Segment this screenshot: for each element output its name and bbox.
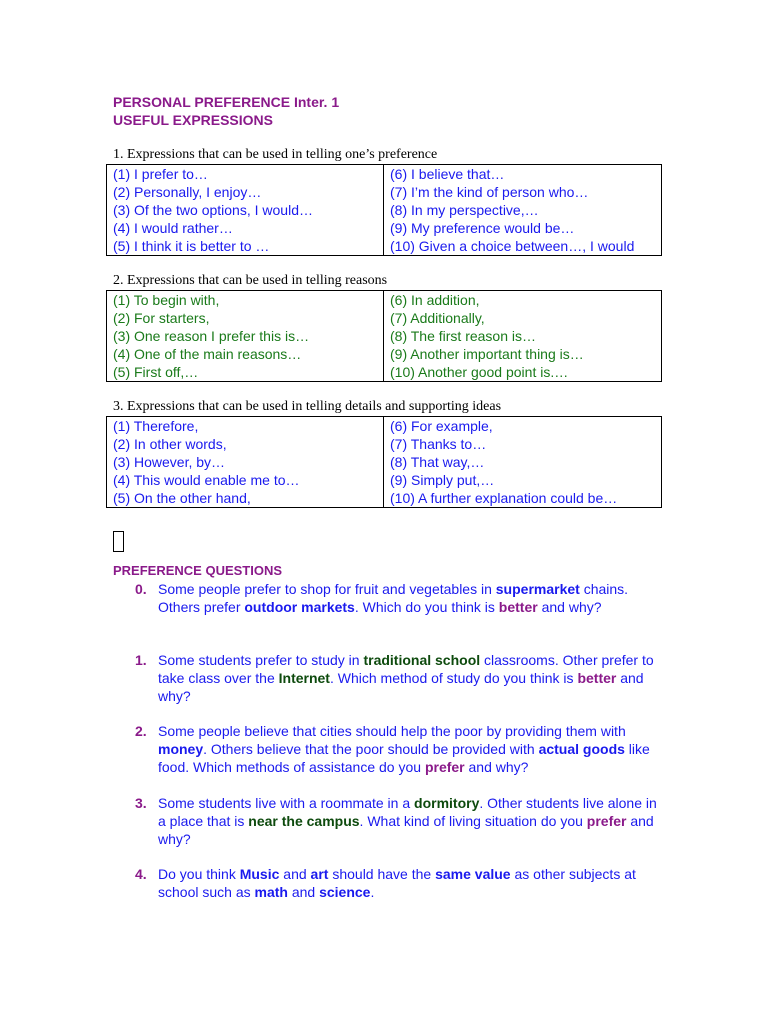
keyword: outdoor markets (244, 599, 355, 615)
section-caption-reasons: 2. Expressions that can be used in telling reasons (113, 273, 388, 288)
question-item (113, 865, 658, 901)
expression-item: (3) Of the two options, I would… (113, 202, 313, 218)
page-header (113, 93, 339, 129)
missing-glyph-icon (113, 531, 124, 552)
question-text-run: Some people prefer to shop for fruit and vegetables in (158, 581, 496, 597)
question-text-run: and why? (464, 759, 529, 775)
question-item (113, 580, 658, 616)
keyword: actual goods (538, 741, 625, 757)
keyword: art (310, 866, 329, 882)
expression-item: (1) To begin with, (113, 292, 220, 308)
expression-item: (9) My preference would be… (390, 220, 575, 236)
expression-item: (6) In addition, (390, 292, 480, 308)
question-text-run: . Which do you think is (354, 599, 499, 615)
keyword: Music (239, 866, 280, 882)
keyword: math (254, 884, 288, 900)
expression-item: (4) One of the main reasons… (113, 346, 302, 362)
question-text (158, 794, 658, 848)
question-text-run: and why? (158, 670, 644, 704)
question-text-run: Some students prefer to study in (158, 652, 364, 668)
table-left-column (107, 291, 384, 382)
expression-item: (5) I think it is better to … (113, 238, 270, 254)
question-text-run: . Other students live alone in a place that is (158, 795, 657, 829)
keyword: better (577, 670, 617, 686)
question-text-run: like food. Which methods of assistance do you (158, 741, 650, 775)
question-text-run: chains. Others prefer (158, 581, 629, 615)
preference-questions-heading: PREFERENCE QUESTIONS (113, 563, 283, 578)
expression-item: (9) Another important thing is… (390, 346, 584, 362)
table-left-column (107, 165, 384, 256)
section-caption-preference: 1. Expressions that can be used in telling one’s preference (113, 147, 438, 162)
page-subtitle: USEFUL EXPRESSIONS (113, 112, 274, 128)
keyword: science (319, 884, 371, 900)
expression-item: (3) One reason I prefer this is… (113, 328, 310, 344)
table-right-column (384, 165, 662, 256)
question-text-run: . Which method of study do you think is (329, 670, 578, 686)
question-number: 2. (135, 723, 147, 739)
details-expressions-table (106, 416, 662, 508)
question-text-run: and why? (537, 599, 602, 615)
table-right-column (384, 417, 662, 508)
expression-item: (10) Another good point is.… (390, 364, 569, 380)
keyword: supermarket (495, 581, 580, 597)
question-item (113, 651, 658, 705)
question-text-run: . (370, 884, 375, 900)
page-title: PERSONAL PREFERENCE Inter. 1 (113, 94, 340, 110)
question-text (158, 580, 658, 616)
question-text-run: Some students live with a roommate in a (158, 795, 415, 811)
expression-item: (4) This would enable me to… (113, 472, 300, 488)
expression-item: (3) However, by… (113, 454, 226, 470)
expression-item: (7) Thanks to… (390, 436, 487, 452)
question-number: 0. (135, 581, 147, 597)
preference-expressions-table (106, 164, 662, 256)
expression-item: (9) Simply put,… (390, 472, 495, 488)
expression-item: (1) Therefore, (113, 418, 199, 434)
expression-item: (2) For starters, (113, 310, 210, 326)
keyword: money (158, 741, 204, 757)
table-left-column (107, 417, 384, 508)
question-text-run: . Others believe that the poor should be provided with (203, 741, 539, 757)
keyword: same value (435, 866, 511, 882)
question-text-run: and why? (158, 813, 654, 847)
question-number: 3. (135, 795, 147, 811)
question-text (158, 865, 658, 901)
expression-item: (1) I prefer to… (113, 166, 208, 182)
table-right-column (384, 291, 662, 382)
question-text-run: . What kind of living situation do you (359, 813, 587, 829)
question-text-run: should have the (328, 866, 436, 882)
expression-item: (7) I’m the kind of person who… (390, 184, 589, 200)
expression-item: (8) In my perspective,… (390, 202, 539, 218)
question-text-run: Some people believe that cities should help the poor by providing them with (158, 723, 626, 739)
keyword: prefer (586, 813, 627, 829)
question-text (158, 722, 658, 776)
expression-item: (8) That way,… (390, 454, 485, 470)
question-text-run: Do you think (158, 866, 240, 882)
expression-item: (8) The first reason is… (390, 328, 537, 344)
expression-item: (6) For example, (390, 418, 493, 434)
question-number: 4. (135, 866, 147, 882)
expression-item: (2) In other words, (113, 436, 227, 452)
question-text-run: and (287, 884, 320, 900)
keyword: traditional school (363, 652, 481, 668)
question-item (113, 794, 658, 848)
question-item (113, 722, 658, 776)
question-text-run: as other subjects at school such as (158, 866, 636, 900)
keyword: prefer (424, 759, 465, 775)
question-text-run: classrooms. Other prefer to take class over the (158, 652, 654, 686)
expression-item: (6) I believe that… (390, 166, 505, 182)
section-caption-details: 3. Expressions that can be used in telling details and supporting ideas (113, 399, 502, 414)
keyword: Internet (278, 670, 330, 686)
expression-item: (10) Given a choice between…, I would (390, 238, 635, 254)
keyword: near the campus (248, 813, 360, 829)
expression-item: (4) I would rather… (113, 220, 233, 236)
keyword: better (498, 599, 538, 615)
expression-item: (7) Additionally, (390, 310, 485, 326)
keyword: dormitory (414, 795, 480, 811)
question-text-run: and (279, 866, 311, 882)
expression-item: (5) On the other hand, (113, 490, 251, 506)
question-number: 1. (135, 652, 147, 668)
expression-item: (10) A further explanation could be… (390, 490, 618, 506)
expression-item: (2) Personally, I enjoy… (113, 184, 262, 200)
expression-item: (5) First off,… (113, 364, 199, 380)
question-text (158, 651, 658, 705)
reasons-expressions-table (106, 290, 662, 382)
